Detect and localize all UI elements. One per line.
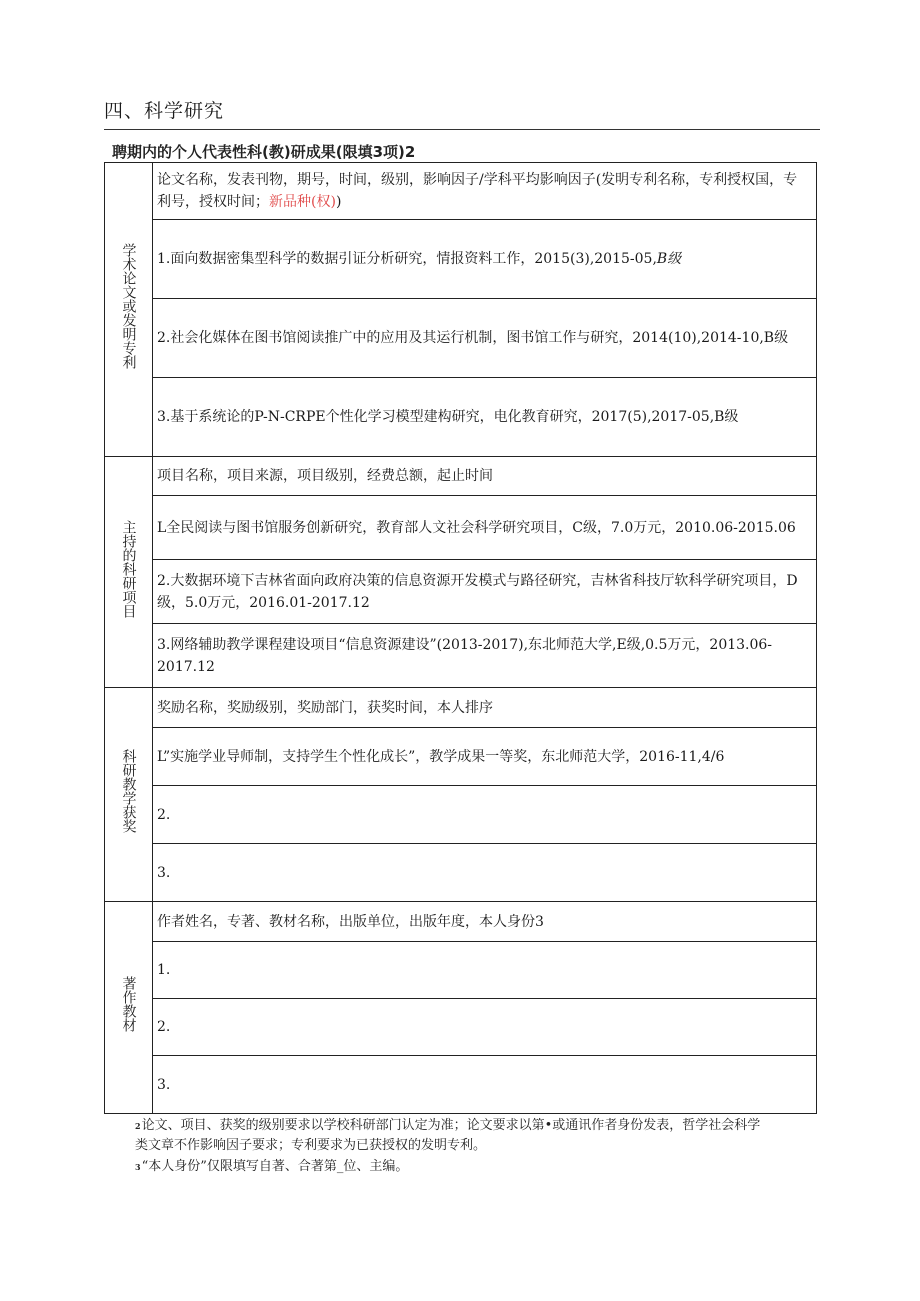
entry-text: 2. [157, 1019, 171, 1035]
header-red-text: 新品种(权) [269, 194, 336, 210]
footnote-mark: 3 [135, 1162, 141, 1172]
header-cell [153, 457, 817, 496]
research-table-wrapper [104, 162, 817, 1114]
table-row [105, 560, 817, 624]
footnote-mark: 2 [135, 1121, 141, 1131]
footnote-text: 论文、项目、获奖的级别要求以学校科研部门认定为准；论文要求以第•或通讯作者身份发表，哲学社会科学 [141, 1118, 761, 1133]
entry-text: 3. [157, 1076, 171, 1093]
table-row [105, 378, 817, 457]
entry-cell[interactable] [153, 496, 817, 560]
table-row [105, 624, 817, 688]
entry-cell[interactable] [153, 844, 817, 902]
entry-cell[interactable] [153, 299, 817, 378]
category-label: 科研教学获奖 [120, 749, 137, 833]
header-text: 奖励名称，奖励级别，奖励部门，获奖时间，本人排序 [157, 699, 493, 716]
table-row [105, 688, 817, 728]
table-row [105, 786, 817, 844]
header-cell [153, 163, 817, 220]
entry-text: 3.网络辅助教学课程建设项目“信息资源建设”(2013-2017),东北师范大学,E级,0.5万元，2013.06-2017.12 [157, 636, 773, 675]
table-row [105, 728, 817, 786]
table-subtitle: 聘期内的个人代表性科(教)研成果(限填3项)2 [112, 143, 416, 161]
footnote-3 [135, 1157, 825, 1177]
footnote-text: “本人身份”仅限填写自著、合著第_位、主编。 [141, 1159, 409, 1174]
entry-cell[interactable] [153, 728, 817, 786]
entry-grade: B级 [656, 251, 682, 267]
entry-text: L”实施学业导师制，支持学生个性化成长”，教学成果一等奖，东北师范大学，2016-11,4/6 [157, 748, 725, 765]
entry-text: 3. [157, 864, 171, 881]
table-row [105, 999, 817, 1056]
category-label: 主持的科研项目 [120, 519, 137, 618]
research-table [104, 162, 817, 1114]
table-row [105, 496, 817, 560]
table-row [105, 942, 817, 999]
category-books [105, 902, 153, 1114]
entry-cell[interactable] [153, 786, 817, 844]
table-row [105, 220, 817, 299]
category-academic [105, 163, 153, 457]
entry-cell[interactable] [153, 560, 817, 624]
entry-text: 2. [157, 806, 171, 823]
table-row [105, 902, 817, 942]
table-row [105, 163, 817, 220]
table-row [105, 844, 817, 902]
entry-cell[interactable] [153, 624, 817, 688]
entry-text: L全民阅读与图书馆服务创新研究，教育部人文社会科学研究项目，C级，7.0万元，2010.06-2015.06 [157, 519, 796, 536]
section-title: 四、科学研究 [104, 96, 820, 130]
entry-text: 1. [157, 962, 171, 978]
entry-cell[interactable] [153, 1056, 817, 1114]
category-label: 著作教材 [120, 976, 137, 1032]
category-projects [105, 457, 153, 688]
header-text: 作者姓名，专著、教材名称，出版单位，出版年度，本人身份3 [157, 913, 544, 930]
entry-cell[interactable] [153, 378, 817, 457]
header-cell [153, 688, 817, 728]
footnote-text: 类文章不作影响因子要求；专利要求为已获授权的发明专利。 [135, 1138, 487, 1153]
table-row [105, 1056, 817, 1114]
entry-cell[interactable] [153, 999, 817, 1056]
header-text: 论文名称，发表刊物，期号，时间，级别，影响因子/学科平均影响因子(发明专利名称，专利授权国，专利号，授权时间； [157, 172, 798, 210]
category-label: 学术论文或发明专利 [120, 243, 137, 369]
table-row [105, 457, 817, 496]
entry-text: 1.面向数据密集型科学的数据引证分析研究，情报资料工作，2015(3),2015-05, [157, 251, 657, 267]
entry-cell[interactable] [153, 220, 817, 299]
header-cell [153, 902, 817, 942]
entry-text: 2.大数据环境下吉林省面向政府决策的信息资源开发模式与路径研究，吉林省科技厅软科学研究项目，D级，5.0万元，2016.01-2017.12 [157, 572, 798, 611]
footnote-2 [135, 1116, 825, 1156]
table-row [105, 299, 817, 378]
entry-text: 2.社会化媒体在图书馆阅读推广中的应用及其运行机制，图书馆工作与研究，2014(10),2014-10,B级 [157, 330, 789, 346]
entry-text: 3.基于系统论的P-N-CRPE个性化学习模型建构研究，电化教育研究，2017(5),2017-05,B级 [157, 409, 739, 425]
category-awards [105, 688, 153, 902]
entry-cell[interactable] [153, 942, 817, 999]
header-end: ) [335, 194, 342, 210]
header-text: 项目名称，项目来源，项目级别，经费总额，起止时间 [157, 468, 493, 484]
